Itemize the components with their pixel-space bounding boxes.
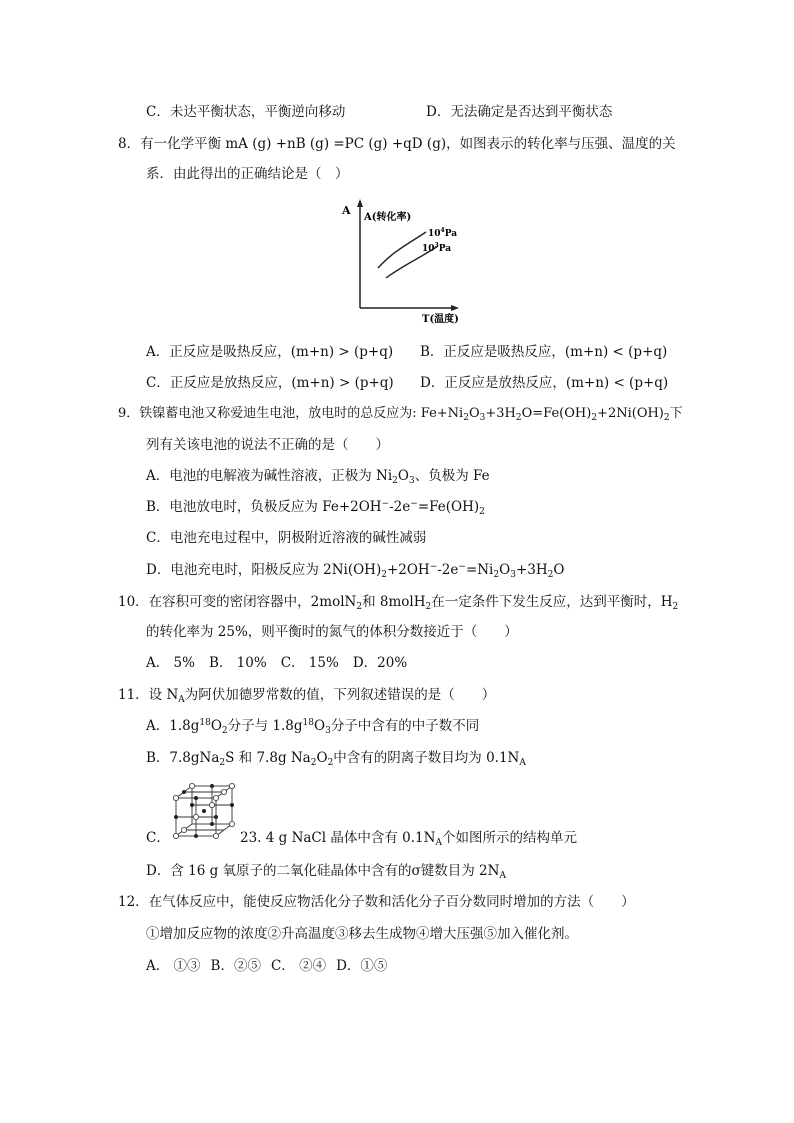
q8-figure-curve-lower-label: $10^3Pa$ — [422, 242, 452, 254]
q8-figure-x-label: T(温度) — [422, 314, 459, 325]
q11-option-c: 23. 4 g NaCl 晶体中含有 $0.1N_A$个如图所示的结构单元 — [240, 830, 577, 848]
q8-figure-curve-high-pressure — [378, 232, 426, 268]
nacl-unit-cell-figure — [172, 782, 238, 840]
q8-option-a: A．正反应是吸热反应，(m+n) > (p+q) — [146, 344, 394, 360]
q8-stem-line2: 系．由此得出的正确结论是（ ） — [146, 166, 349, 182]
q9-stem-line1: 9．铁镍蓄电池又称爱迪生电池，放电时的总反应为: $Fe+Ni_2O_3+3H_2O=Fe(OH)_2+2Ni(OH)_2$下 — [118, 406, 683, 423]
q8-figure-x-arrow — [451, 305, 459, 311]
q10-stem-line1: 10．在容积可变的密闭容器中，2molN$_2$和 8molH$_2$在一定条件下发生反应，达到平衡时，$H_2$ — [118, 594, 679, 612]
q11-option-b: B．7.8gNa$_2$S 和 7.8g $Na_2O_2$中含有的阴离子数目均为 $0.1N_A$ — [146, 750, 526, 768]
q9-option-d: D．电池充电时，阳极反应为 $2Ni(OH)_2+2OH^--2e^-=Ni_2O_3+3H_2O$ — [146, 562, 565, 580]
q9-option-a: A．电池的电解液为碱性溶液，正极为 $Ni_2O_3$、负极为 Fe — [146, 468, 490, 486]
q12-option-c: C． ②④ — [270, 958, 327, 974]
q12-stem: 12．在气体反应中，能使反应物活化分子数和活化分子百分数同时增加的方法（ ） — [118, 894, 635, 910]
q9-option-c: C．电池充电过程中，阴极附近溶液的碱性减弱 — [146, 530, 427, 546]
q8-figure-axis-letter: A — [342, 204, 351, 217]
q12-option-a: A． ①③ — [146, 958, 201, 974]
q7-option-d: D．无法确定是否达到平衡状态 — [426, 104, 613, 120]
q10-option-d: D．20% — [352, 655, 408, 671]
q8-figure-curve-upper-label: $10^4Pa$ — [428, 227, 458, 239]
q7-option-c: C．未达平衡状态，平衡逆向移动 — [146, 104, 346, 120]
q10-option-c: C． 15% — [280, 655, 339, 671]
q11-option-d: D．含 16 g 氧原子的二氧化硅晶体中含有的σ键数目为 $2N_A$ — [146, 863, 506, 881]
q11-option-a: A．$1.8g^{18}O_2$分子与 $1.8g^{18}O_3$分子中含有的中子数不同 — [146, 718, 480, 736]
q8-figure-y-label: A(转化率) — [364, 212, 412, 223]
q8-option-d: D．正反应是放热反应，(m+n) < (p+q) — [420, 375, 669, 391]
q11-stem: 11．设 $N_A$为阿伏加德罗常数的值，下列叙述错误的是（ ） — [118, 687, 496, 705]
q12-methods: ①增加反应物的浓度②升高温度③移去生成物④增大压强⑤加入催化剂。 — [146, 926, 578, 942]
q10-option-b: B． 10% — [208, 655, 267, 671]
q8-figure — [330, 196, 480, 330]
q10-options — [146, 653, 407, 673]
q9-option-b: B．电池放电时，负极反应为 $Fe+2OH^--2e^-=Fe(OH)_2$ — [146, 499, 485, 517]
q8-option-b: B．正反应是吸热反应，(m+n) < (p+q) — [420, 344, 668, 360]
q12-options — [146, 956, 387, 976]
q9-stem-line2: 列有关该电池的说法不正确的是（ ） — [146, 437, 389, 453]
q12-option-d: D．①⑤ — [336, 958, 388, 974]
q8-figure-y-arrow — [357, 199, 363, 207]
q12-option-b: B．②⑤ — [210, 958, 261, 974]
q11-option-c-label: C． — [146, 830, 170, 846]
q10-option-a: A． 5% — [146, 655, 195, 671]
q8-option-c: C．正反应是放热反应，(m+n) > (p+q) — [146, 375, 394, 391]
q8-stem-line1: 8．有一化学平衡 mA (g) +nB (g) =PC (g) +qD (g)，如图表示的转化率与压强、温度的关 — [118, 136, 676, 152]
q10-stem-line2: 的转化率为 25%，则平衡时的氮气的体积分数接近于（ ） — [146, 624, 518, 640]
